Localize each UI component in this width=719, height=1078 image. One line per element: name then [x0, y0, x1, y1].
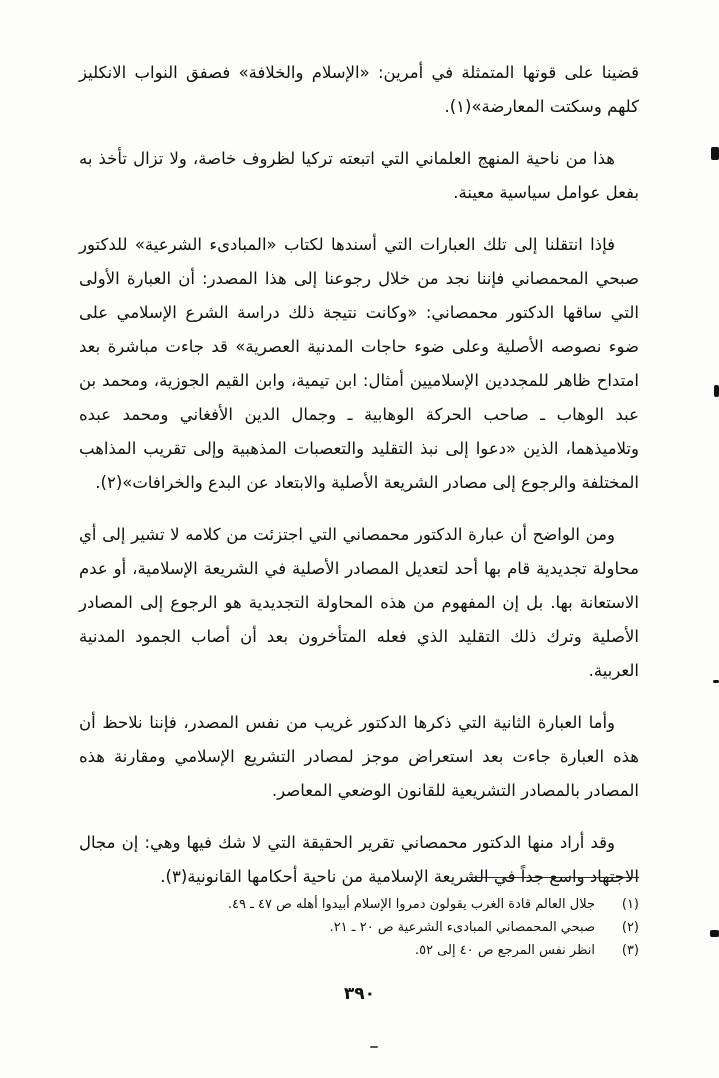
paragraph-2: هذا من ناحية المنهج العلماني التي اتبعته تركيا لظروف خاصة، ولا تزال تأخذ به بفعل عوامل سياسية معينة.: [79, 149, 639, 202]
footnote-3: [79, 939, 639, 962]
footnote-text: جلال العالم قادة الغرب يقولون دمروا الإسلام أبيدوا أهله ص ٤٧ ـ ٤٩.: [227, 897, 595, 912]
paragraph-5: وأما العبارة الثانية التي ذكرها الدكتور غريب من نفس المصدر، فإننا نلاحظ أن هذه العبارة جاءت بعد استعراض موجز لمصادر التشريع الإسلامي ومقارنة هذه المصادر بالمصادر التشريعية للقانون الوضعي المعاصر.: [79, 713, 639, 800]
scan-mark: [710, 930, 719, 937]
footnote-number: (١): [621, 897, 639, 912]
paragraph-4: ومن الواضح أن عبارة الدكتور محمصاني التي اجتزئت من كلامه لا تشير إلى أي محاولة تجديدية قام بها أحد لتعديل المصادر الأصلية في الشريعة الإسلامية، أو عدم الاستعانة بها. بل إن المفهوم من هذه المحاولة التجديدية هو الرجوع إلى المصادر الأصلية وترك ذلك التقليد الذي فعله المتأخرون بعد أن أصاب الجمود المدنية العربية.: [79, 525, 639, 680]
footnote-number: (٣): [621, 943, 639, 958]
scan-mark: [711, 147, 719, 160]
footnote-1: [79, 893, 639, 916]
body-text: [79, 56, 639, 912]
footnote-number: (٢): [621, 920, 639, 935]
footnote-text: انظر نفس المرجع ص ٤٠ إلى ٥٢.: [414, 943, 595, 958]
footnote-2: [79, 916, 639, 939]
footnote-text: صبحي المحمصاني المبادىء الشرعية ص ٢٠ ـ ٢١.: [329, 920, 595, 935]
scan-mark: [713, 680, 719, 683]
paragraph-1: قضينا على قوتها المتمثلة في أمرين: «الإسلام والخلافة» فصفق النواب الانكليز كلهم وسكتت المعارضة»(١).: [79, 63, 639, 116]
paragraph-3: فإذا انتقلنا إلى تلك العبارات التي أسندها لكتاب «المبادىء الشرعية» للدكتور صبحي المحمصاني فإننا نجد من خلال رجوعنا إلى هذا المصدر: أن العبارة الأولى التي ساقها الدكتور محمصاني: «وكانت نتيجة ذلك دراسة الشرع الإسلامي على ضوء نصوصه الأصلية وعلى ضوء حاجات المدنية العصرية» قد جاءت مباشرة بعد امتداح ظاهر للمجددين الإسلاميين أمثال: ابن تيمية، وابن القيم الجوزية، ومحمد بن عبد الوهاب ـ صاحب الحركة الوهابية ـ وجمال الدين الأفغاني ومحمد عبده وتلاميذهما، الذين «دعوا إلى نبذ التقليد والتعصبات المذهبية وإلى تقريب المذاهب المختلفة والرجوع إلى مصادر الشريعة الأصلية والابتعاد عن البدع والخرافات»(٢).: [79, 235, 639, 492]
paragraph-6: وقد أراد منها الدكتور محمصاني تقرير الحقيقة التي لا شك فيها وهي: إن مجال الاجتهاد واسع جداً في الشريعة الإسلامية من ناحية أحكامها القانونية(٣).: [79, 833, 639, 886]
scan-mark: [714, 385, 719, 397]
page-number: ٣٩٠: [343, 984, 376, 1004]
scan-speck: [370, 1046, 378, 1048]
footnote-separator: [469, 877, 639, 878]
footnotes: [79, 893, 639, 962]
